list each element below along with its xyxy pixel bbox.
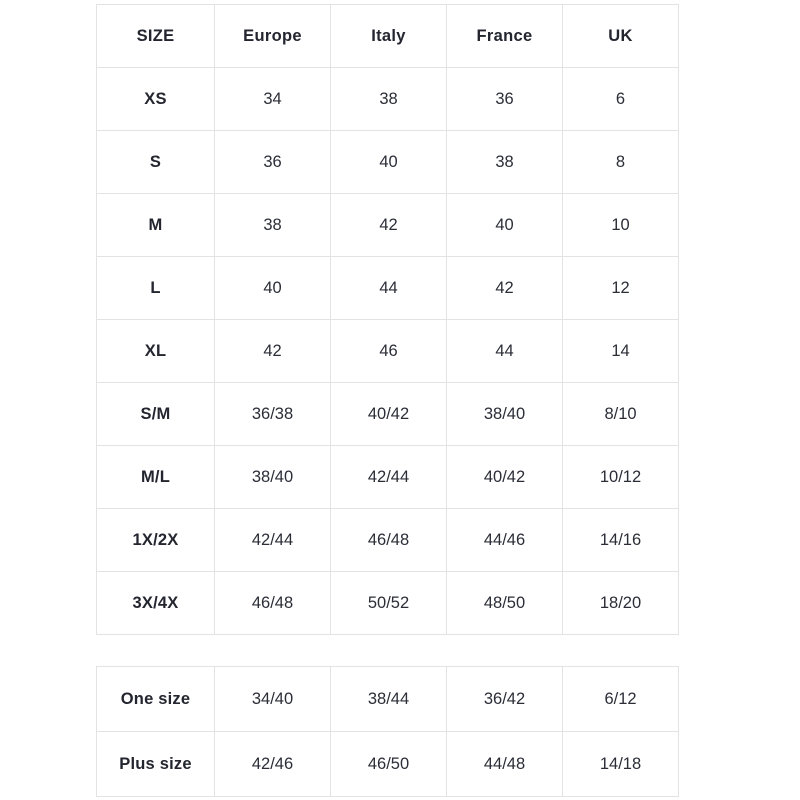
- cell-italy: 38/44: [331, 667, 447, 732]
- cell-france: 44/46: [447, 509, 563, 572]
- cell-europe: 36: [215, 131, 331, 194]
- row-label: M/L: [97, 446, 215, 509]
- cell-italy: 44: [331, 257, 447, 320]
- table-row: [97, 131, 679, 194]
- cell-europe: 42/46: [215, 732, 331, 797]
- cell-europe: 42: [215, 320, 331, 383]
- cell-italy: 42: [331, 194, 447, 257]
- cell-europe: 38/40: [215, 446, 331, 509]
- column-header-uk: UK: [563, 5, 679, 68]
- cell-europe: 40: [215, 257, 331, 320]
- cell-italy: 46/50: [331, 732, 447, 797]
- row-label: M: [97, 194, 215, 257]
- table-row: [97, 667, 679, 732]
- cell-france: 36/42: [447, 667, 563, 732]
- cell-france: 44/48: [447, 732, 563, 797]
- table-row: [97, 509, 679, 572]
- row-label: S/M: [97, 383, 215, 446]
- cell-italy: 38: [331, 68, 447, 131]
- cell-france: 38: [447, 131, 563, 194]
- table-row: [97, 732, 679, 797]
- cell-uk: 14/16: [563, 509, 679, 572]
- cell-uk: 6: [563, 68, 679, 131]
- cell-europe: 46/48: [215, 572, 331, 635]
- cell-france: 48/50: [447, 572, 563, 635]
- column-header-europe: Europe: [215, 5, 331, 68]
- cell-italy: 42/44: [331, 446, 447, 509]
- column-header-italy: Italy: [331, 5, 447, 68]
- table-row: [97, 446, 679, 509]
- row-label: XS: [97, 68, 215, 131]
- cell-europe: 38: [215, 194, 331, 257]
- cell-italy: 46/48: [331, 509, 447, 572]
- table-row: [97, 257, 679, 320]
- cell-uk: 8: [563, 131, 679, 194]
- row-label: L: [97, 257, 215, 320]
- cell-france: 40: [447, 194, 563, 257]
- cell-italy: 46: [331, 320, 447, 383]
- column-header-size: SIZE: [97, 5, 215, 68]
- row-label: Plus size: [97, 732, 215, 797]
- cell-europe: 34/40: [215, 667, 331, 732]
- size-conversion-table-wrapper: [96, 4, 678, 635]
- table-row: [97, 68, 679, 131]
- table-header-row: [97, 5, 679, 68]
- cell-france: 40/42: [447, 446, 563, 509]
- cell-italy: 40/42: [331, 383, 447, 446]
- cell-uk: 8/10: [563, 383, 679, 446]
- cell-france: 44: [447, 320, 563, 383]
- table-body: [97, 68, 679, 635]
- cell-uk: 14: [563, 320, 679, 383]
- cell-france: 38/40: [447, 383, 563, 446]
- table-header: [97, 5, 679, 68]
- cell-uk: 10/12: [563, 446, 679, 509]
- row-label: 1X/2X: [97, 509, 215, 572]
- cell-italy: 40: [331, 131, 447, 194]
- cell-france: 36: [447, 68, 563, 131]
- table-row: [97, 383, 679, 446]
- one-size-table-wrapper: [96, 666, 678, 797]
- row-label: 3X/4X: [97, 572, 215, 635]
- cell-europe: 42/44: [215, 509, 331, 572]
- cell-uk: 18/20: [563, 572, 679, 635]
- row-label: S: [97, 131, 215, 194]
- cell-europe: 34: [215, 68, 331, 131]
- column-header-france: France: [447, 5, 563, 68]
- row-label: One size: [97, 667, 215, 732]
- cell-uk: 6/12: [563, 667, 679, 732]
- row-label: XL: [97, 320, 215, 383]
- one-size-table: [96, 666, 679, 797]
- cell-uk: 12: [563, 257, 679, 320]
- size-conversion-table: [96, 4, 679, 635]
- cell-europe: 36/38: [215, 383, 331, 446]
- cell-uk: 14/18: [563, 732, 679, 797]
- cell-uk: 10: [563, 194, 679, 257]
- cell-france: 42: [447, 257, 563, 320]
- table-row: [97, 320, 679, 383]
- table-row: [97, 194, 679, 257]
- table-body: [97, 667, 679, 797]
- cell-italy: 50/52: [331, 572, 447, 635]
- table-row: [97, 572, 679, 635]
